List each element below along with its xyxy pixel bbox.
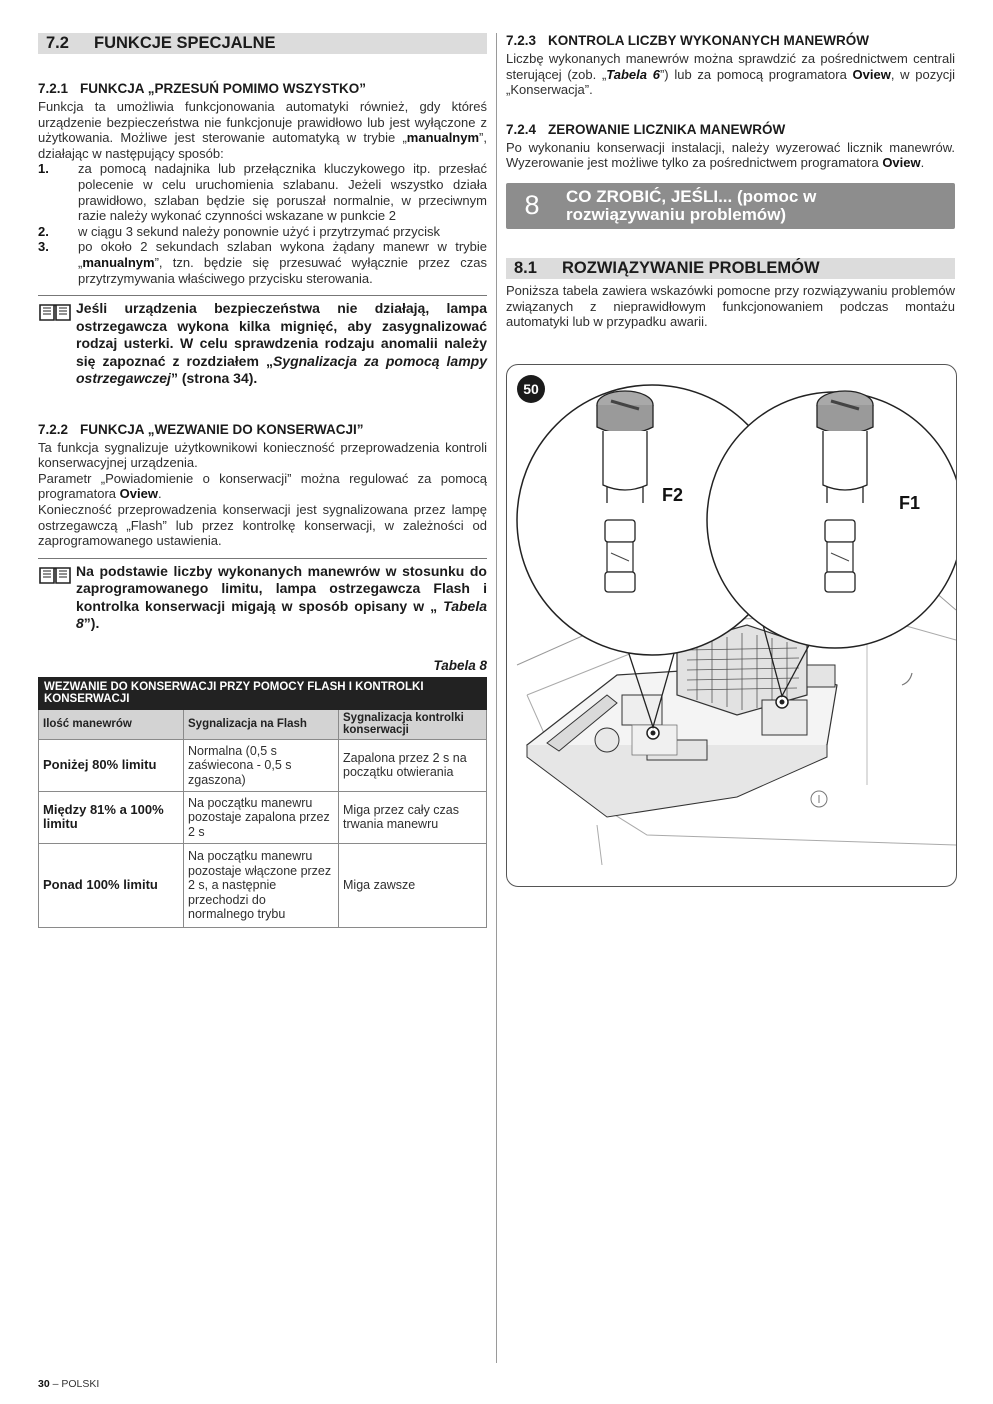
bold-run: manualnym — [406, 130, 480, 146]
text-run: , w pozycji „Konserwacja”. — [506, 66, 956, 98]
fuse-f2 — [605, 520, 635, 592]
subsection-title-text: KONTROLA LICZBY WYKONANYCH MANEWRÓW — [548, 33, 869, 48]
book-icon — [38, 302, 76, 322]
table-caption: Tabela 8 — [433, 657, 487, 673]
note-text — [76, 300, 487, 388]
chapter-number: 8 — [524, 190, 540, 221]
figure-number-badge: 50 — [517, 375, 545, 403]
page-number: 30 — [38, 1378, 50, 1390]
subsection-7-2-2-title — [38, 422, 487, 437]
list-item — [38, 161, 487, 223]
subsection-title-text: ZEROWANIE LICZNIKA MANEWRÓW — [548, 121, 786, 137]
table-title-row — [39, 677, 487, 709]
subsection-number: 7.2.3 — [506, 33, 537, 48]
text-run: ”). — [83, 615, 100, 632]
text-run: Funkcja ta umożliwia funkcjonowania automatyki również, gdy któreś urządzenie bezpieczeństwa nie funkcjonuje prawidłowo lub jest wyłączone z użytkowania. Możliwe jest sterowanie automatyką w trybie „ — [38, 99, 487, 146]
list-number: 2. — [38, 223, 49, 239]
list-number: 1. — [38, 161, 49, 177]
text-run: ”, działając w następujący sposób: — [38, 130, 487, 161]
table-row — [39, 843, 487, 927]
table-cell: Między 81% a 100% limitu — [39, 791, 184, 843]
text-run: Parametr „Powiadomienie o konserwacji” można regulować za pomocą programatora — [38, 470, 487, 502]
paragraph: Ta funkcja sygnalizuje użytkownikowi konieczność przeprowadzenia kontroli konserwacyjnej urządzenia. — [38, 439, 487, 471]
subsection-7-2-3-title — [506, 33, 955, 48]
note-rule — [38, 558, 487, 559]
fuse-label-f1: F1 — [899, 493, 921, 513]
chapter-8-banner — [506, 183, 955, 229]
subsection-7-2-1-title — [38, 81, 487, 96]
bold-run: Oview — [119, 486, 158, 502]
section-title: ROZWIĄZYWANIE PROBLEMÓW — [562, 258, 820, 277]
list-item — [38, 224, 487, 240]
list-item — [38, 239, 487, 286]
fuse-holder-f1 — [817, 391, 873, 503]
section-7-2-header — [38, 33, 487, 54]
maintenance-table — [38, 677, 487, 928]
italic-run: Sygnalizacja za pomocą lampy ostrzegawczej — [76, 352, 488, 387]
text-run: Liczbę wykonanych manewrów można sprawdzić za pośrednictwem centrali sterującej (zob. „ — [506, 51, 955, 82]
table-cell: Zapalona przez 2 s na początku otwierania — [339, 739, 487, 791]
fuse-holder-f2 — [597, 391, 653, 503]
list-number: 3. — [38, 239, 49, 255]
table-cell: Miga zawsze — [339, 843, 487, 927]
page-footer — [38, 1378, 99, 1390]
table-cell: Na początku manewru pozostaje włączone przez 2 s, a następnie przechodzi do normalnego trybu — [184, 843, 339, 927]
italic-run: Tabela 8 — [76, 597, 487, 632]
text-run: ”) lub za pomocą programatora — [659, 66, 853, 82]
text-run: ”, tzn. będzie się przesuwać wyłącznie przez czas przytrzymywania właściwego przycisku sterowania. — [78, 254, 487, 286]
table-header-cell: Ilość manewrów — [39, 709, 184, 739]
paragraph — [38, 99, 487, 161]
note-7-2-1 — [38, 300, 487, 388]
book-icon — [38, 565, 76, 585]
list-text: za pomocą nadajnika lub przełącznika kluczykowego itp. przesłać polecenie w celu uruchomienia szlabanu. Jeżeli wszystko działa prawidłowo, szlaban będzie się poruszał normalnie, w przeciwnym razie należy wykonać czynności wskazane w punkcie 2 — [78, 161, 487, 224]
bold-run: Oview — [852, 66, 891, 82]
paragraph: Konieczność przeprowadzenia konserwacji jest sygnalizowana przez lampę ostrzegawczą „Flash” lub przez kontrolkę konserwacji, w zależności od zaprogramowanego ustawienia. — [38, 502, 487, 549]
table-cell: Na początku manewru pozostaje zapalona przez 2 s — [184, 791, 339, 843]
subsection-number: 7.2.2 — [38, 421, 69, 437]
table-header-cell: Sygnalizacja kontrolki konserwacji — [339, 709, 487, 739]
table-cell: Normalna (0,5 s zaświecona - 0,5 s zgaszona) — [184, 739, 339, 791]
chapter-title — [558, 188, 816, 224]
table-title: WEZWANIE DO KONSERWACJI PRZY POMOCY FLASH I KONTROLKI KONSERWACJI — [39, 677, 487, 709]
italic-run: Tabela 6 — [606, 66, 660, 82]
section-8-1-header — [506, 258, 955, 279]
chapter-title-line: rozwiązywaniu problemów) — [566, 204, 787, 224]
subsection-7-2-4-title — [506, 122, 955, 137]
control-unit-illustration — [507, 365, 956, 886]
paragraph: Poniższa tabela zawiera wskazówki pomocne przy rozwiązywaniu problemów związanych z nieprawidłowym funkcjonowaniem podczas montażu automatyki lub w przypadku awarii. — [506, 282, 955, 330]
table-header-row — [39, 709, 487, 739]
list-text: w ciągu 3 sekund należy ponownie użyć i przytrzymać przycisk — [78, 223, 440, 239]
note-text — [76, 563, 487, 633]
table-row — [39, 791, 487, 843]
chapter-title-line: CO ZROBIĆ, JEŚLI... (pomoc w — [566, 186, 817, 206]
left-column — [38, 33, 487, 928]
subsection-number: 7.2.1 — [38, 81, 69, 96]
table-cell: Miga przez cały czas trwania manewru — [339, 791, 487, 843]
right-column — [506, 33, 955, 330]
list-text — [78, 239, 487, 286]
table-header-cell: Sygnalizacja na Flash — [184, 709, 339, 739]
paragraph — [38, 471, 487, 502]
table-cell: Poniżej 80% limitu — [39, 739, 184, 791]
subsection-title-text: FUNKCJA „PRZESUŃ POMIMO WSZYSTKO” — [80, 81, 367, 96]
paragraph — [506, 51, 955, 98]
text-run: . — [157, 486, 162, 502]
subsection-number: 7.2.4 — [506, 121, 537, 137]
note-7-2-2 — [38, 563, 487, 633]
bold-run: manualnym — [82, 254, 155, 270]
text-run: ” (strona 34). — [170, 370, 258, 387]
paragraph — [506, 140, 955, 171]
text-run: . — [920, 155, 925, 171]
footer-language: POLSKI — [61, 1378, 100, 1390]
text-run: Po wykonaniu konserwacji instalacji, należy wyzerować licznik manewrów. Wyzerowanie jest możliwe tylko za pośrednictwem programatora — [506, 139, 955, 171]
text-run: Jeśli urządzenia bezpieczeństwa nie działają, lampa ostrzegawcza wykona kilka mignięć, aby zasygnalizować rodzaj usterki. W celu sprawdzenia rodzaju anomalii należy się zapoznać z rozdziałem „ — [76, 300, 487, 369]
bold-run: Oview — [882, 155, 921, 171]
text-run: Na podstawie liczby wykonanych manewrów w stosunku do zaprogramowanego limitu, lampa ostrzegawcza Flash i kontrolka konserwacji migają w sposób opisany w „ — [76, 562, 487, 614]
section-number: 8.1 — [514, 258, 537, 277]
footer-separator: – — [49, 1378, 62, 1390]
fuse-f1 — [825, 520, 855, 592]
section-number: 7.2 — [46, 34, 69, 52]
table-row — [39, 739, 487, 791]
fuse-label-f2: F2 — [662, 485, 684, 505]
figure-50 — [506, 364, 957, 887]
table-cell: Ponad 100% limitu — [39, 843, 184, 927]
column-divider — [496, 33, 497, 1363]
subsection-title-text: FUNKCJA „WEZWANIE DO KONSERWACJI” — [80, 421, 364, 437]
section-title: FUNKCJE SPECJALNE — [94, 34, 276, 52]
note-rule — [38, 295, 487, 296]
text-run: po około 2 sekundach szlaban wykona żądany manewr w trybie „ — [78, 239, 487, 270]
